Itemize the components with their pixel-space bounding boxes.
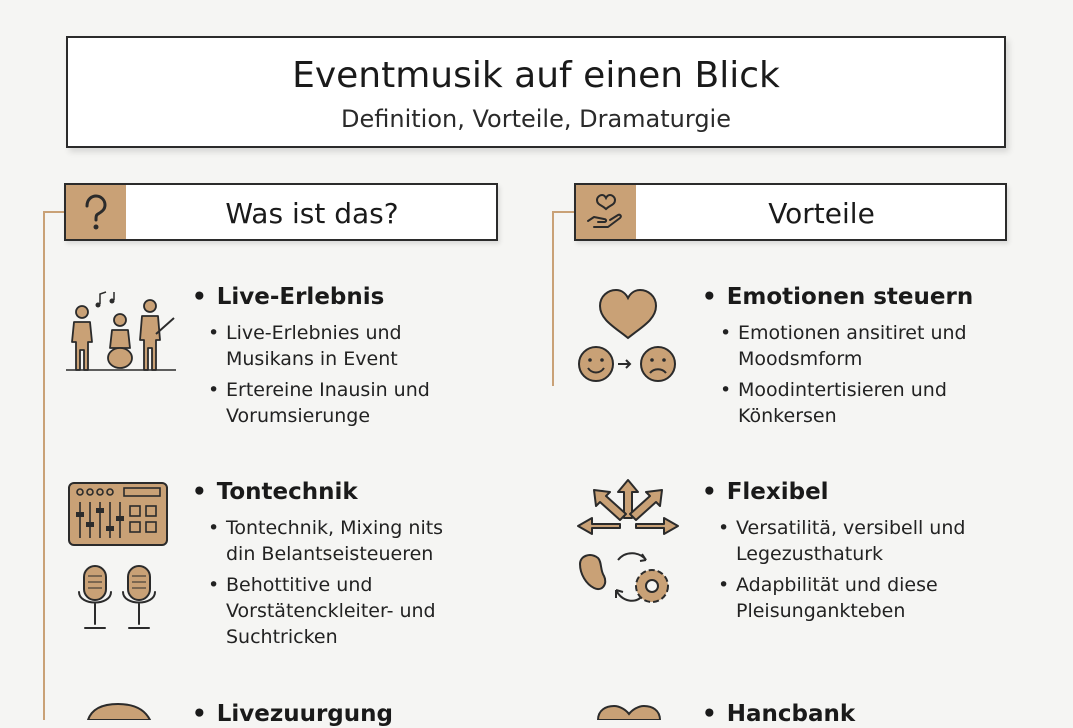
title-box bbox=[66, 36, 1006, 148]
section-title-right: Vorteile bbox=[768, 197, 875, 230]
bullet-text: • Ertereine Inausin und Vorumsierunge bbox=[208, 379, 430, 427]
section-header-vorteile bbox=[574, 183, 1007, 241]
page-subtitle: Definition, Vorteile, Dramaturgie bbox=[341, 105, 731, 133]
heart-icon bbox=[594, 704, 664, 724]
microphones-icon bbox=[76, 564, 164, 638]
right-timeline-line bbox=[552, 212, 554, 386]
arrows-gear-icon bbox=[576, 478, 680, 616]
item-title-tontechnik: • Tontechnik bbox=[192, 479, 358, 505]
page-title: Eventmusik auf einen Blick bbox=[292, 55, 780, 96]
bullet-text: • Live-Erlebnies und Musikans in Event bbox=[208, 322, 402, 370]
section-header-was-ist-das bbox=[64, 183, 498, 241]
item-title-flexibel: • Flexibel bbox=[702, 479, 829, 505]
bullet-text: • Emotionen ansitiret und Moodsmform bbox=[720, 322, 967, 370]
mixing-console-icon bbox=[68, 482, 168, 550]
question-mark-icon bbox=[66, 185, 126, 239]
ear-icon bbox=[84, 702, 154, 724]
right-connector bbox=[552, 211, 574, 213]
bullet-text: • Behottitive und Vorstätenckleiter- und Suchtricken bbox=[208, 574, 436, 648]
left-connector bbox=[43, 211, 65, 213]
item-title-live-erlebnis: • Live-Erlebnis bbox=[192, 284, 385, 310]
section-title-left: Was ist das? bbox=[225, 197, 399, 230]
heart-smiley-icon bbox=[576, 286, 682, 394]
bullet-text: • Versatilitä, versibell und Legezusthaturk bbox=[718, 517, 966, 565]
item-title-emotionen-steuern: • Emotionen steuern bbox=[702, 284, 974, 310]
item-title-hancbank: • Hancbank bbox=[702, 701, 856, 727]
hand-heart-icon bbox=[576, 185, 636, 239]
bullet-text: • Tontechnik, Mixing nits din Belantseisteueren bbox=[208, 517, 444, 565]
item-title-livezuurgung: • Livezuurgung bbox=[192, 701, 393, 727]
bullet-text: • Adapbilität und diese Pleisungankteben bbox=[718, 574, 938, 622]
bullet-text: • Moodintertisieren und Könkersen bbox=[720, 379, 947, 427]
left-timeline-line bbox=[43, 212, 45, 720]
band-musicians-icon bbox=[64, 290, 182, 378]
